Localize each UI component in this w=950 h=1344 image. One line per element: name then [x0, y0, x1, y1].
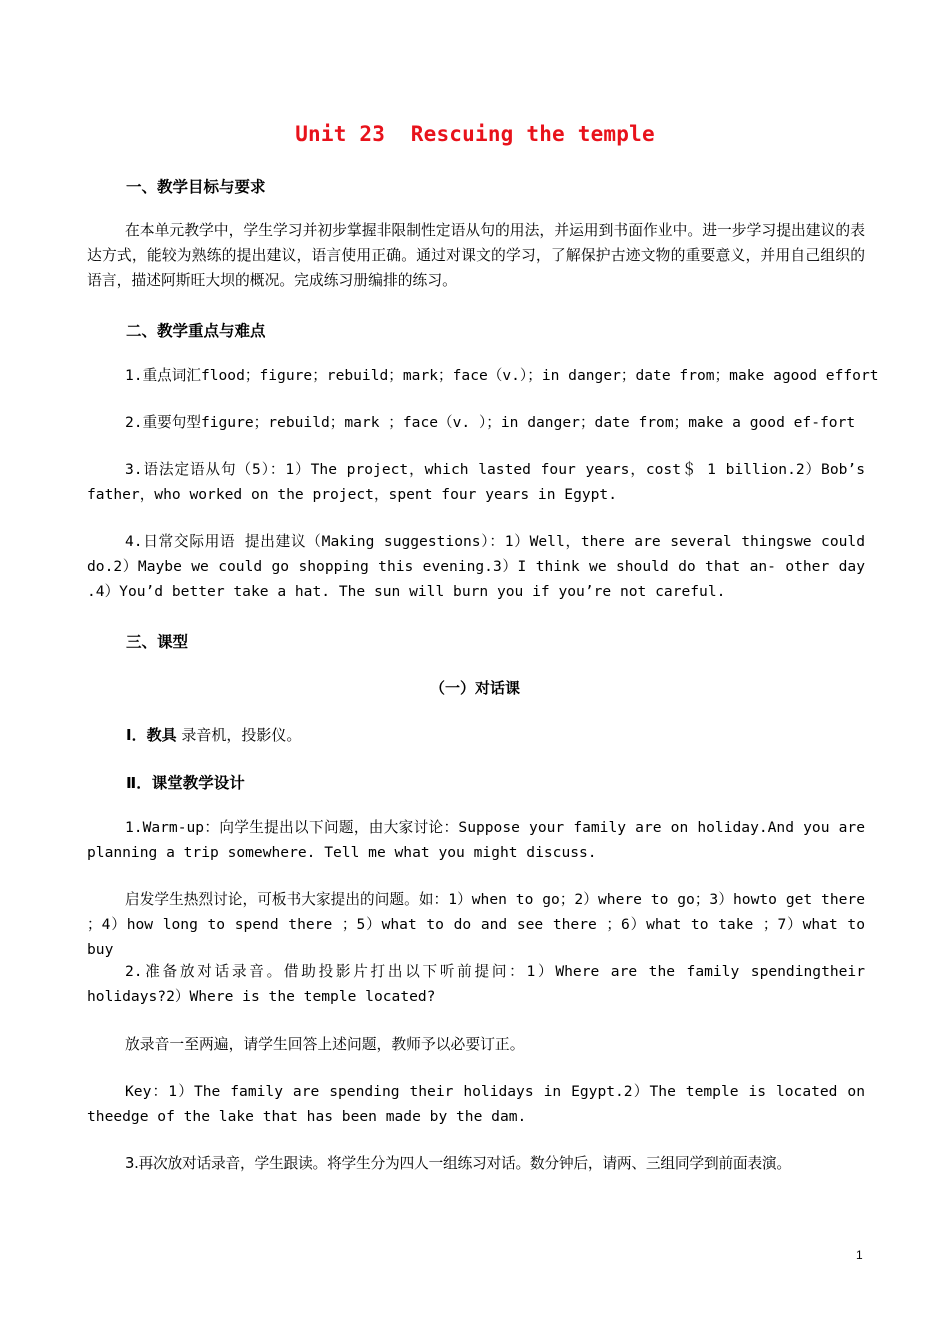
teaching-tools-line [126, 724, 301, 745]
classroom-design-heading: Ⅱ．课堂教学设计 [126, 774, 245, 792]
key-vocabulary-item: 1.重点词汇flood；figure；rebuild；mark；face（v.）；in danger；date from；make agood effort [125, 367, 879, 384]
page-number: 1 [856, 1248, 863, 1262]
listening-questions-paragraph: 2.准备放对话录音。借助投影片打出以下听前提问：1）Where are the family spendingtheir holidays?2）Where is the temple located? [87, 963, 865, 1005]
answer-key-paragraph: Key：1）The family are spending their holidays in Egypt.2）The temple is located on theedge of the lake that has been made by the dam. [87, 1083, 865, 1125]
warm-up-paragraph: 1.Warm-up：向学生提出以下问题，由大家讨论：Suppose your family are on holiday.And you are planning a trip somewhere. Tell me what you might discuss. [87, 819, 865, 861]
practice-paragraph: 3.再次放对话录音，学生跟读。将学生分为四人一组练习对话。数分钟后，请两、三组同学到前面表演。 [125, 1155, 791, 1172]
sub-heading-dialogue-lesson: （一）对话课 [429, 679, 520, 697]
teaching-tools-text: 录音机，投影仪。 [176, 726, 302, 744]
discussion-paragraph: 启发学生热烈讨论，可板书大家提出的问题。如：1）when to go；2）where to go；3）howto get there ；4）how long to spend there ；5）what to do and see there ；6）what to take ；7）what to buy [87, 891, 865, 958]
communication-item: 4.日常交际用语 提出建议（Making suggestions）：1）Well，there are several thingswe could do.2）Maybe we could go shopping this evening.3）I think we should do that an- other day .4）You’d better take a hat. The sun will burn you if you’re not careful. [87, 533, 865, 600]
objectives-paragraph: 在本单元教学中，学生学习并初步掌握非限制性定语从句的用法，并运用到书面作业中。进一步学习提出建议的表达方式，能较为熟练的提出建议，语言使用正确。通过对课文的学习，了解保护古迹文物的重要意义，并用自己组织的语言，描述阿斯旺大坝的概况。完成练习册编排的练习。 [87, 222, 865, 289]
key-sentence-item: 2.重要句型figure；rebuild；mark ；face（v. ）；in danger；date from；make a good ef-fort [125, 414, 856, 431]
play-recording-paragraph: 放录音一至两遍，请学生回答上述问题，教师予以必要订正。 [125, 1036, 525, 1053]
page-title: Unit 23 Rescuing the temple [295, 122, 655, 146]
section-heading-lesson-type: 三、课型 [126, 633, 189, 651]
teaching-tools-label: Ⅰ．教具 [126, 726, 177, 744]
section-heading-key-points: 二、教学重点与难点 [126, 322, 266, 340]
grammar-item: 3.语法定语从句（5）：1）The project，which lasted four years，cost＄ 1 billion.2）Bob’s father，who worked on the project，spent four years in Egypt. [87, 461, 865, 503]
section-heading-objectives: 一、教学目标与要求 [126, 178, 266, 196]
